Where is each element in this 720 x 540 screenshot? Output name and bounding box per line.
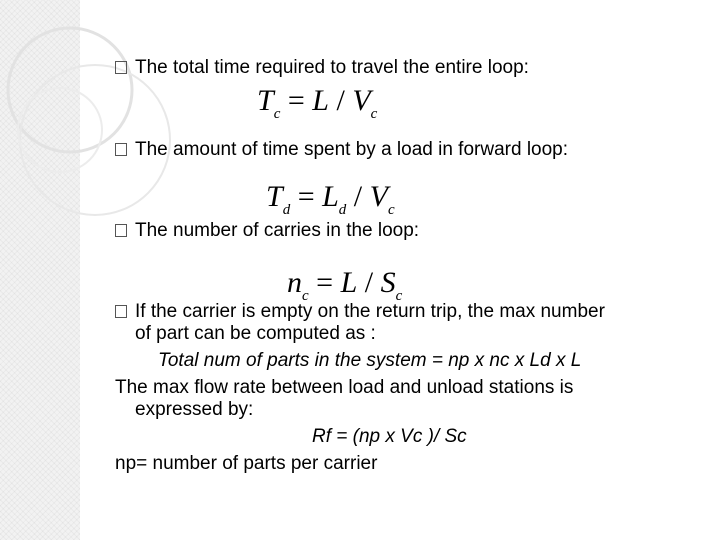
bullet-total-time	[115, 57, 529, 79]
formula-tc: $T_c = L / V_c$	[257, 84, 378, 122]
bullet-text: The amount of time spent by a load in forward loop:	[135, 139, 569, 160]
total-parts-formula: Total num of parts in the system = np x nc x Ld x L	[158, 350, 582, 371]
continuation-text: of part can be computed as :	[135, 323, 376, 344]
rf-formula: Rf = (np x Vc )/ Sc	[312, 426, 467, 447]
bullet-text: The total time required to travel the entire loop:	[135, 57, 529, 78]
bullet-empty-return	[115, 301, 605, 323]
bullet-box-icon	[115, 61, 127, 74]
bullet-box-icon	[115, 305, 127, 318]
decorative-side-strip	[0, 0, 80, 540]
bullet-number-carriers	[115, 220, 419, 242]
flow-rate-text-2: expressed by:	[135, 399, 254, 420]
bullet-forward-time	[115, 139, 568, 161]
flow-rate-text-1: The max flow rate between load and unload stations is	[115, 377, 574, 398]
bullet-text: The number of carries in the loop:	[135, 220, 420, 241]
bullet-box-icon	[115, 143, 127, 156]
bullet-text: If the carrier is empty on the return trip, the max number	[135, 301, 605, 322]
formula-nc: $n_c = L / S_c$	[287, 266, 403, 304]
np-definition: np= number of parts per carrier	[115, 453, 378, 474]
bullet-box-icon	[115, 224, 127, 237]
formula-td: $T_d = L_d / V_c$	[266, 180, 395, 218]
